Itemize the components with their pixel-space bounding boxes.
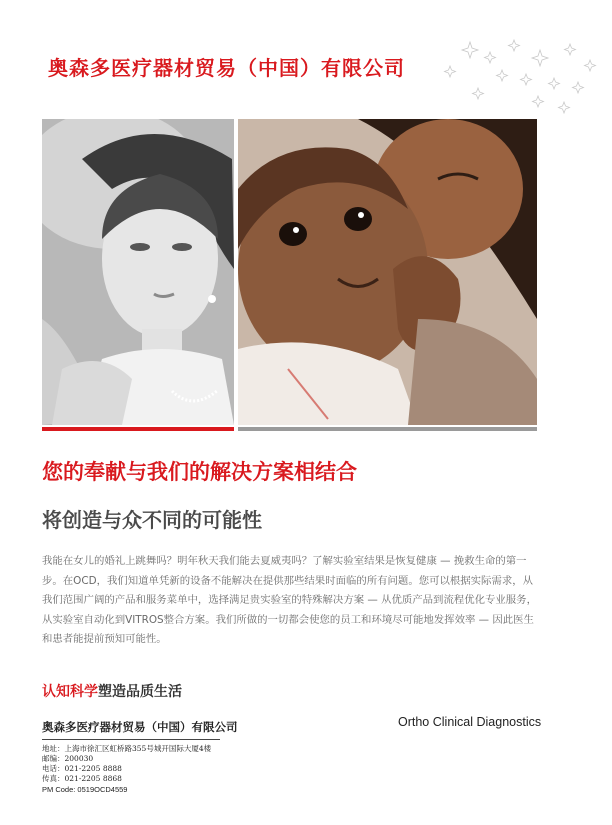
- footer-company-name: 奥森多医疗器材贸易（中国）有限公司: [42, 719, 220, 740]
- grey-divider-bar: [238, 427, 537, 431]
- tagline: [42, 681, 182, 701]
- mother-baby-illustration: [238, 119, 537, 425]
- body-paragraph: 我能在女儿的婚礼上跳舞吗？明年秋天我们能去夏威夷吗？了解实验室结果是恢复健康 — 挽救生命的第一步。在OCD，我们知道单凭新的设备不能解决在提供那些结果时面临的所有问题。您可以根据实际需求，从我们范围广阔的产品和服务菜单中，选择满足贵实验室的特殊解决方案 — 从优质产品到流程优化专业服务，从实验室自动化到VITROS整合方案。我们所做的一切都会使您的员工和环境尽可能地发挥效率 — 因此医生和患者能提前预知可能性。: [42, 555, 537, 645]
- woman-portrait-illustration: [42, 119, 234, 425]
- footer-address: 地址：上海市徐汇区虹桥路355号城开国际大厦4楼: [42, 744, 212, 753]
- brand-name: Ortho Clinical Diagnostics: [398, 715, 542, 729]
- footer-fax: 传真：021-2205 8868: [42, 774, 122, 783]
- tagline-highlight: 认知科学: [42, 684, 98, 700]
- footer-phone: 电话：021-2205 8888: [42, 764, 122, 773]
- tagline-rest: 塑造品质生活: [98, 684, 182, 700]
- subheadline: 将创造与众不同的可能性: [42, 508, 262, 532]
- mother-baby-photo: [238, 119, 537, 425]
- woman-portrait-photo: [42, 119, 234, 425]
- sparkle-decoration: [430, 38, 600, 118]
- footer-pm-code: PM Code: 0519OCD4559: [42, 785, 128, 794]
- red-divider-bar: [42, 427, 234, 431]
- company-title: 奥森多医疗器材贸易（中国）有限公司: [48, 56, 405, 80]
- footer-postcode: 邮编：200030: [42, 754, 94, 763]
- headline: 您的奉献与我们的解决方案相结合: [42, 459, 357, 484]
